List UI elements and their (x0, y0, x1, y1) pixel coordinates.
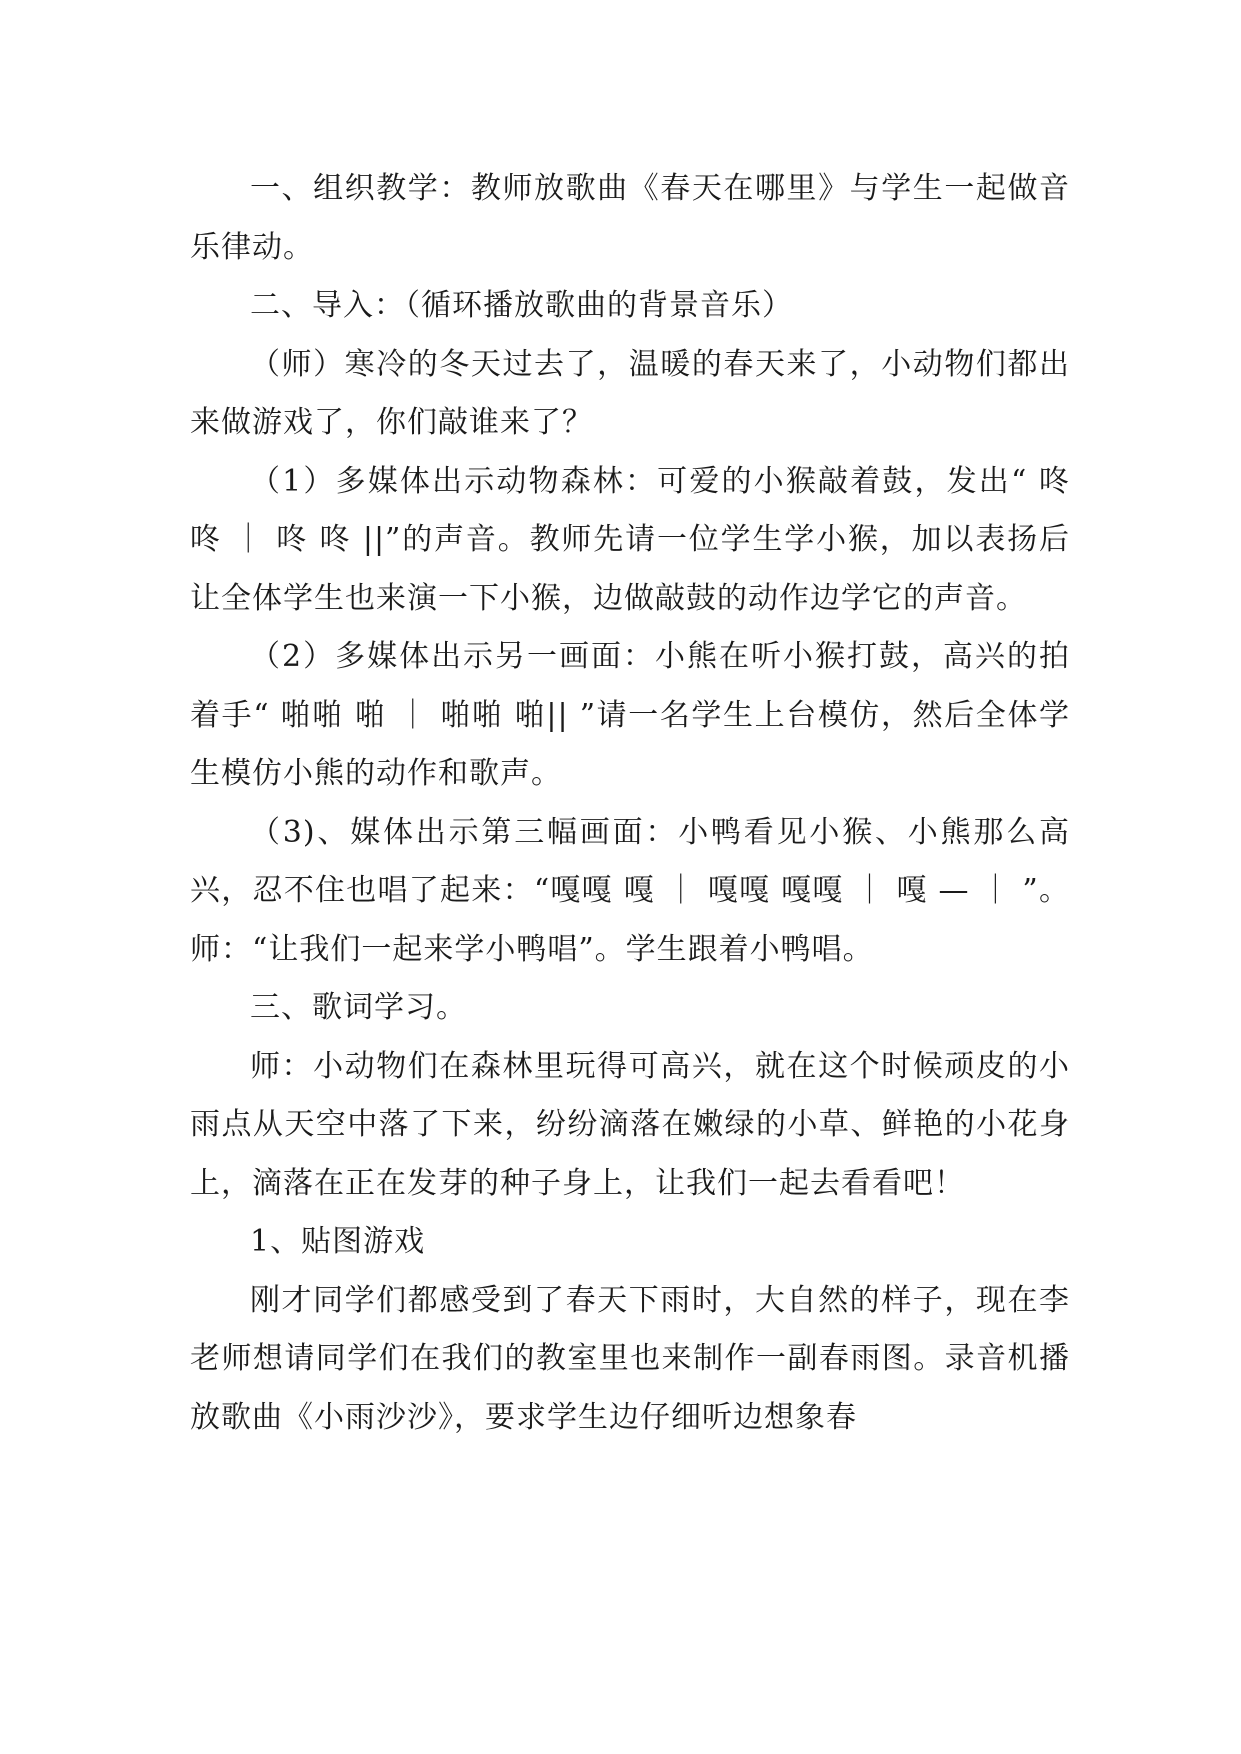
paragraph-duck-sing: （3)、媒体出示第三幅画面：小鸭看见小猴、小熊那么高兴，忍不住也唱了起来：“嘎嘎 嘎 ｜ 嘎嘎 嘎嘎 ｜ 嘎 — ｜ ”。师：“让我们一起来学小鸭唱”。学生跟着小鸭唱。 (190, 814, 1070, 967)
paragraph-spring-rain-picture: 刚才同学们都感受到了春天下雨时，大自然的样子，现在李老师想请同学们在我们的教室里也来制作一副春雨图。录音机播放歌曲《小雨沙沙》，要求学生边仔细听边想象春 (190, 1282, 1070, 1435)
paragraph-introduction: 二、导入：（循环播放歌曲的背景音乐） (250, 288, 793, 323)
paragraph-bear-clap: （2）多媒体出示另一画面：小熊在听小猴打鼓，高兴的拍着手“ 啪啪 啪 ｜ 啪啪 啪|| ”请一名学生上台模仿，然后全体学生模仿小熊的动作和歌声。 (190, 639, 1070, 791)
paragraph-monkey-drum: （1）多媒体出示动物森林：可爱的小猴敲着鼓，发出“ 咚 咚 ｜ 咚 咚 ||”的声音。教师先请一位学生学小猴，加以表扬后让全体学生也来演一下小猴，边做敲鼓的动作边学它的声音。 (190, 463, 1070, 616)
document-body (190, 160, 1070, 1447)
paragraph-organize-teaching: 一、组织教学：教师放歌曲《春天在哪里》与学生一起做音乐律动。 (190, 171, 1070, 265)
paragraph-rain-story: 师：小动物们在森林里玩得可高兴，就在这个时候顽皮的小雨点从天空中落了下来，纷纷滴落在嫩绿的小草、鲜艳的小花身上，滴落在正在发芽的种子身上，让我们一起去看看吧！ (190, 1048, 1070, 1201)
paragraph-lyrics-heading: 三、歌词学习。 (250, 990, 467, 1025)
paragraph-teacher-question: （师）寒冷的冬天过去了，温暖的春天来了，小动物们都出来做游戏了，你们敲谁来了？ (190, 346, 1070, 440)
paragraph-sticker-game-heading: 1、贴图游戏 (250, 1224, 426, 1259)
